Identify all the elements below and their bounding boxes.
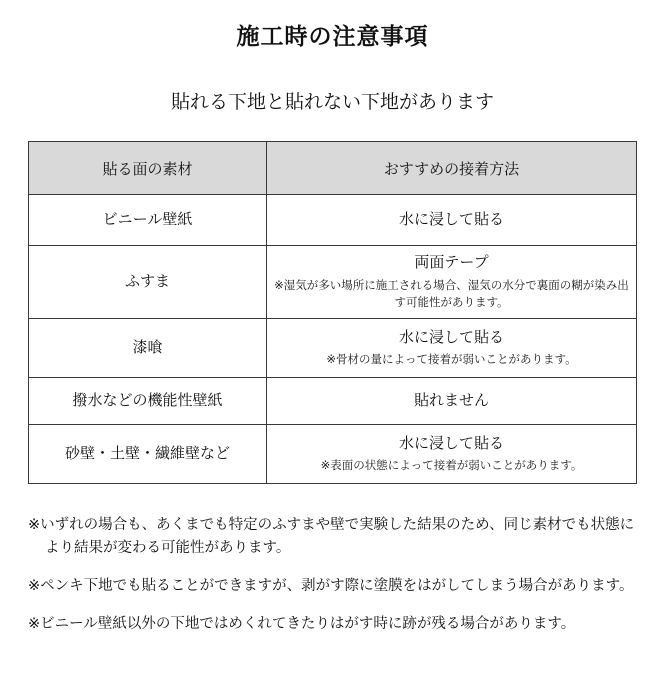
footnote-item — [28, 575, 636, 598]
cell-method — [267, 319, 637, 378]
footnote-text: ※ペンキ下地でも貼ることができますが、剥がす際に塗膜をはがしてしまう場合があります。 — [28, 578, 634, 595]
footnote-item — [28, 613, 636, 636]
page-title: 施工時の注意事項 — [236, 23, 429, 49]
method-note-text: ※骨材の量によって接着が弱いことがあります。 — [326, 354, 577, 367]
footnote-text: ※いずれの場合も、あくまでも特定のふすまや壁で実験した結果のため、同じ素材でも状態により結果が変わる可能性があります。 — [28, 517, 635, 557]
cell-method — [267, 246, 637, 319]
table-header-row — [29, 142, 637, 195]
method-main-text: 水に浸して貼る — [398, 210, 504, 228]
footnote-item — [28, 514, 636, 561]
page-subtitle: 貼れる下地と貼れない下地があります — [170, 92, 494, 113]
document-page — [0, 18, 665, 683]
method-note-text: ※湿気が多い場所に施工される場合、湿気の水分で裏面の糊が染み出す可能性があります。 — [274, 279, 629, 309]
table-row — [29, 319, 637, 378]
cell-material: 砂壁・土壁・繊維壁など — [29, 425, 267, 484]
cell-material: 撥水などの機能性壁紙 — [29, 378, 267, 425]
cell-material: 漆喰 — [29, 319, 267, 378]
method-main-text: 両面テープ — [414, 254, 489, 271]
cell-method — [267, 425, 637, 484]
cell-material: ビニール壁紙 — [29, 195, 267, 246]
footnotes — [28, 514, 636, 637]
table-row — [29, 195, 637, 246]
table-row — [29, 425, 637, 484]
method-main-text: 水に浸して貼る — [398, 328, 504, 346]
column-header-method: おすすめの接着方法 — [267, 142, 637, 195]
column-header-material: 貼る面の素材 — [29, 142, 267, 195]
cell-material: ふすま — [29, 246, 267, 319]
method-main-text: 水に浸して貼る — [398, 434, 504, 452]
cell-method — [267, 195, 637, 246]
table-row — [29, 378, 637, 425]
substrate-method-table — [28, 141, 637, 484]
method-note-text: ※表面の状態によって接着が弱いことがあります。 — [320, 460, 583, 473]
table-row — [29, 246, 637, 319]
cell-method — [267, 378, 637, 425]
footnote-text: ※ビニール壁紙以外の下地ではめくれてきたりはがす時に跡が残る場合があります。 — [28, 616, 576, 633]
method-main-text: 貼れません — [413, 391, 489, 409]
